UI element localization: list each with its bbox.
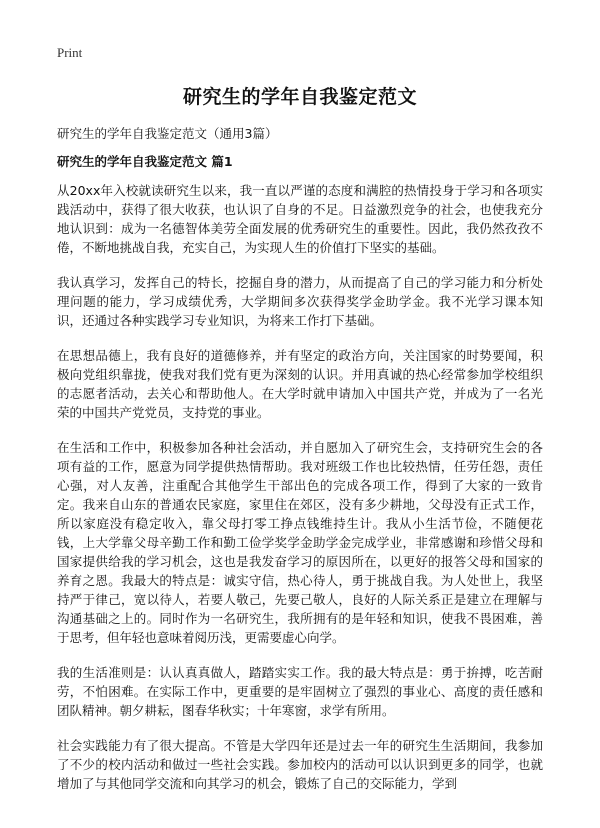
paragraph: 我认真学习，发挥自己的特长，挖掘自身的潜力，从而提高了自己的学习能力和分析处理问题的能力，学习成绩优秀，大学期间多次获得奖学金助学金。我不光学习课本知识，还通过各种实践学习专业知识，为将来工作打下基础。 [57,275,543,328]
page-title: 研究生的学年自我鉴定范文 [182,86,417,108]
paragraph: 从20xx年入校就读研究生以来，我一直以严谨的态度和满腔的热情投身于学习和各项实践活动中，获得了很大收获，也认识了自身的不足。日益激烈竞争的社会，也使我充分地认识到：成为一名德智体美劳全面发展的优秀研究生的重要性。因此，我仍然孜孜不倦，不断地挑战自我，充实自己，为实现人生的价值打下坚实的基础。 [57,183,543,255]
paragraph: 我的生活准则是：认认真真做人，踏踏实实工作。我的最大特点是：勇于拚搏，吃苦耐劳，不怕困难。在实际工作中，更重要的是牢固树立了强烈的事业心、高度的责任感和团队精神。朝夕耕耘，图春华秋实；十年寒窗，求学有所用。 [57,665,543,718]
paragraph: 在思想品德上，我有良好的道德修养，并有坚定的政治方向，关注国家的时势要闻，积极向党组织靠拢，使我对我们党有更为深刻的认识。并用真诚的热心经常参加学校组织的志愿者活动，去关心和帮助他人。在大学时就申请加入中国共产党，并成为了一名光荣的中国共产党党员，支持党的事业。 [57,348,543,420]
paragraph: 社会实践能力有了很大提高。不管是大学四年还是过去一年的研究生生活期间，我参加了不少的校内活动和做过一些社会实践。参加校内的活动可以认识到更多的同学，也就增加了与其他同学交流和向其学习的机会，锻炼了自己的交际能力，学到 [57,738,543,791]
print-label: Print [57,45,83,60]
document-body [57,181,543,809]
document-subtitle: 研究生的学年自我鉴定范文（通用3篇） [57,126,278,141]
section-heading: 研究生的学年自我鉴定范文 篇1 [57,154,233,169]
paragraph: 在生活和工作中，积极参加各种社会活动，并自愿加入了研究生会，支持研究生会的各项有益的工作，愿意为同学提供热情帮助。我对班级工作也比较热情，任劳任怨，责任心强，对人友善，注重配合其他学生干部出色的完成各项工作，得到了大家的一致肯定。我来自山东的普通农民家庭，家里住在郊区，没有多少耕地，父母没有正式工作，所以家庭没有稳定收入，靠父母打零工挣点钱维持生计。我从小生活节俭，不随便花钱，上大学靠父母辛勤工作和勤工俭学奖学金助学金完成学业，非常感谢和珍惜父母和国家提供给我的学习机会，这也是我发奋学习的原因所在，以更好的报答父母和国家的养育之恩。我最大的特点是：诚实守信，热心待人，勇于挑战自我。为人处世上，我坚持严于律己，宽以待人，若要人敬己，先要己敬人，良好的人际关系正是建立在理解与沟通基础之上的。同时作为一名研究生，我所拥有的是年轻和知识，使我不畏困难，善于思考，但年轻也意味着阅历浅，更需要虚心向学。 [57,440,543,645]
